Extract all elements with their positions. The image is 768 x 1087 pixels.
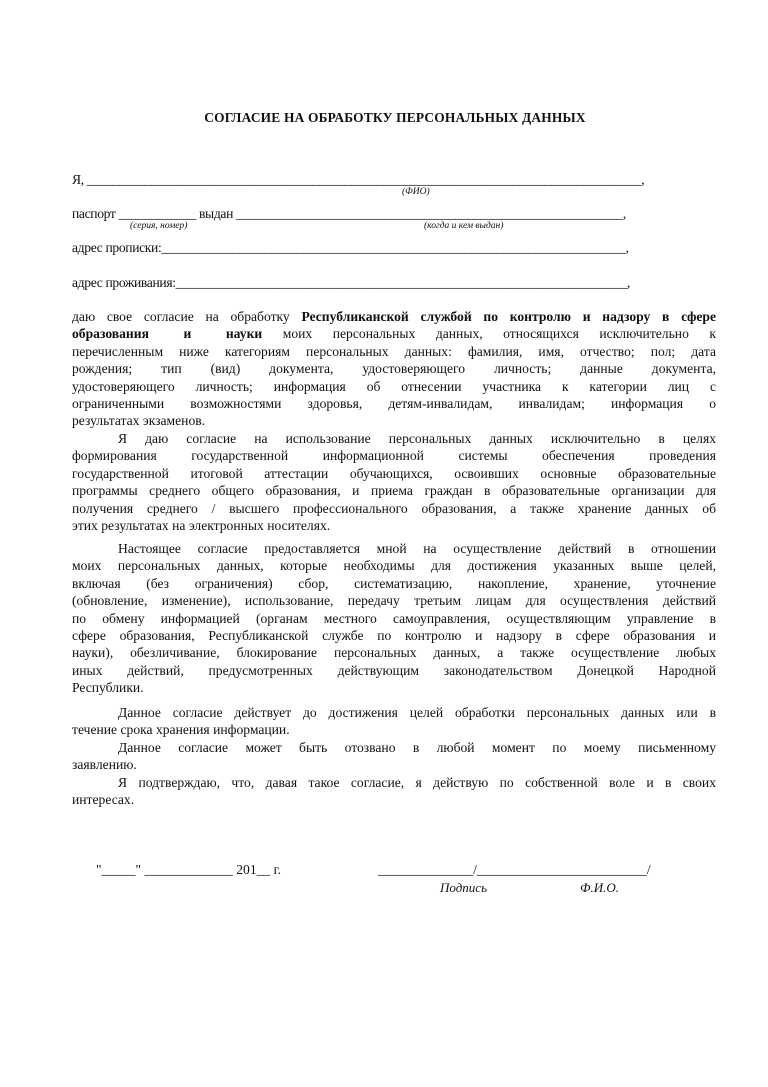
text-line: программы среднего общего образования, и приема граждан в образовательные организации для [72, 483, 716, 499]
text-line: образования и науки моих персональных данных, относящихся исключительно к [72, 326, 716, 342]
paragraph-3 [72, 540, 716, 697]
text-line: по обмену информацией (органам местного самоуправления, осуществляющим управление в [72, 610, 716, 626]
paragraph-1 [72, 308, 716, 430]
text-line: иных действий, предусмотренных действующим законодательством Донецкой Народной [72, 662, 716, 678]
passport-issued-caption: (когда и кем выдан) [424, 221, 504, 231]
paragraph-2 [72, 430, 716, 534]
name-field[interactable]: Я, ______________________________________________________________________________________, [72, 172, 645, 187]
paragraph-5 [72, 739, 716, 774]
text-line: моих персональных данных, которые необходимы для достижения указанных выше целей, [72, 558, 716, 574]
text-line: сфере образования, Республиканской службе по контролю и надзору в сфере образования и [72, 627, 716, 643]
text-line: Я подтверждаю, что, давая такое согласие, я действую по собственной воле и в своих [118, 775, 716, 790]
text-line: течение срока хранения информации. [72, 722, 290, 738]
paragraph-4 [72, 704, 716, 739]
text-line: (обновление, изменение), использование, передачу третьим лицам для осуществления действий [72, 593, 716, 609]
date-field[interactable]: "_____" _____________ 201__ г. [96, 862, 282, 877]
signature-caption: Подпись [440, 880, 487, 895]
passport-series-caption: (серия, номер) [130, 221, 188, 231]
text-line: интересах. [72, 792, 135, 808]
text-line: науки), обезличивание, блокирование персональных данных, а также осуществление любых [72, 645, 716, 661]
name-caption: (ФИО) [402, 187, 430, 197]
text-line: ограниченными возможностями здоровья, детям-инвалидам, инвалидам; информация о [72, 395, 716, 411]
document-title: СОГЛАСИЕ НА ОБРАБОТКУ ПЕРСОНАЛЬНЫХ ДАННЫХ [204, 110, 586, 125]
text-line: Я даю согласие на использование персональных данных исключительно в целях [118, 431, 716, 446]
text-line: формирования государственной информационной системы обеспечения проведения [72, 448, 716, 464]
text-line: этих результатах на электронных носителях. [72, 517, 331, 533]
text-line: Настоящее согласие предоставляется мной на осуществление действий в отношении [118, 541, 716, 556]
text-line: Республики. [72, 680, 144, 696]
signature-field[interactable]: ______________/_________________________/ [378, 862, 651, 877]
fio-caption: Ф.И.О. [580, 880, 619, 895]
text-line: включая (без ограничения) сбор, систематизацию, накопление, хранение, уточнение [72, 575, 716, 591]
residence-address-field[interactable]: адрес проживания:______________________________________________________________________, [72, 275, 630, 290]
text-line: даю свое согласие на обработку Республиканской службой по контролю и надзору в сфере [72, 309, 716, 324]
text-line: получения среднего / высшего профессионального образования, а также хранение данных об [72, 500, 716, 516]
passport-field[interactable]: паспорт ____________ выдан ____________________________________________________________, [72, 206, 626, 221]
registration-address-field[interactable]: адрес прописки:________________________________________________________________________, [72, 240, 629, 255]
text-line: государственной итоговой аттестации обучающихся, освоивших основные образовательные [72, 465, 716, 481]
text-line: удостоверяющего личность; информация об отнесении участника к категории лиц с [72, 378, 716, 394]
text-line: рождения; тип (вид) документа, удостоверяющего личность; данные документа, [72, 361, 716, 377]
paragraph-6 [72, 774, 716, 809]
text-line: результатах экзаменов. [72, 413, 206, 429]
text-line: Данное согласие действует до достижения целей обработки персональных данных или в [118, 705, 716, 720]
text-line: заявлению. [72, 757, 137, 773]
text-line: Данное согласие может быть отозвано в любой момент по моему письменному [118, 740, 716, 755]
text-line: перечисленным ниже категориям персональных данных: фамилия, имя, отчество; пол; дата [72, 343, 716, 359]
